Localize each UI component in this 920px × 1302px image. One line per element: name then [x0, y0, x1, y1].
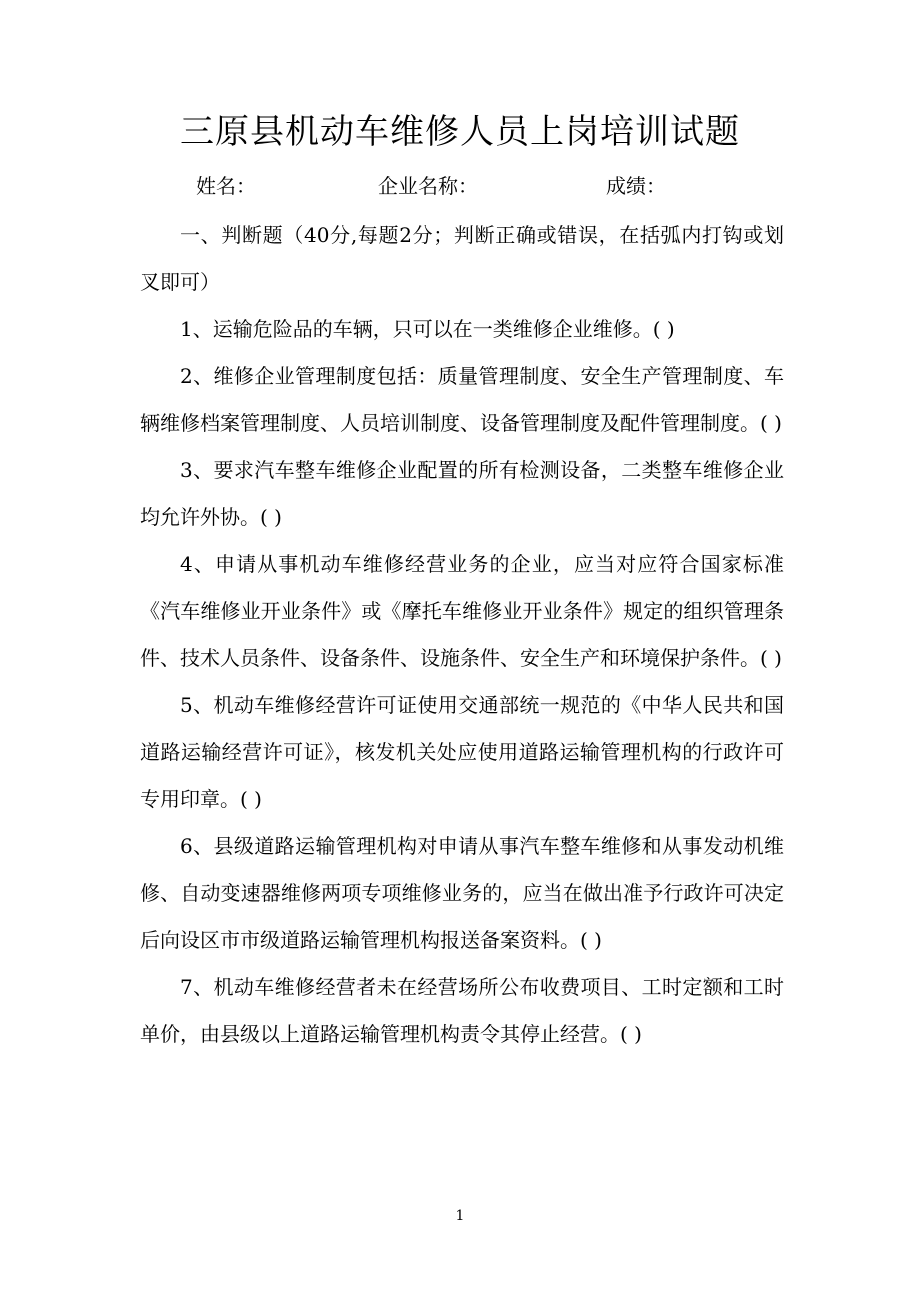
page-number: 1 [455, 1208, 465, 1224]
score-label: 成绩： [606, 174, 666, 198]
question-5: 5、机动车维修经营许可证使用交通部统一规范的《中华人民共和国道路运输经营许可证》，核发机关处应使用道路运输管理机构的行政许可专用印章。( ) [140, 693, 784, 811]
question-4: 4、申请从事机动车维修经营业务的企业，应当对应符合国家标准《汽车维修业开业条件》或《摩托车维修业开业条件》规定的组织管理条件、技术人员条件、设备条件、设施条件、安全生产和环境保护条件。( ) [140, 552, 784, 670]
question-1: 1、运输危险品的车辆，只可以在一类维修企业维修。( ) [180, 317, 675, 341]
question-7: 7、机动车维修经营者未在经营场所公布收费项目、工时定额和工时单价，由县级以上道路运输管理机构责令其停止经营。( ) [140, 975, 784, 1046]
examinee-info-row [0, 168, 920, 204]
document-title: 三原县机动车维修人员上岗培训试题 [180, 112, 740, 152]
question-2: 2、维修企业管理制度包括：质量管理制度、安全生产管理制度、车辆维修档案管理制度、人员培训制度、设备管理制度及配件管理制度。( ) [140, 364, 784, 435]
section-heading: 一、判断题（40分,每题2分；判断正确或错误，在括弧内打钩或划叉即可） [140, 223, 784, 294]
company-name-label: 企业名称： [378, 174, 478, 198]
question-3: 3、要求汽车整车维修企业配置的所有检测设备，二类整车维修企业均允许外协。( ) [140, 458, 784, 529]
question-6: 6、县级道路运输管理机构对申请从事汽车整车维修和从事发动机维修、自动变速器维修两项专项维修业务的，应当在做出准予行政许可决定后向设区市市级道路运输管理机构报送备案资料。( ) [140, 834, 784, 952]
name-label: 姓名： [196, 174, 256, 198]
exam-content [140, 212, 784, 1058]
